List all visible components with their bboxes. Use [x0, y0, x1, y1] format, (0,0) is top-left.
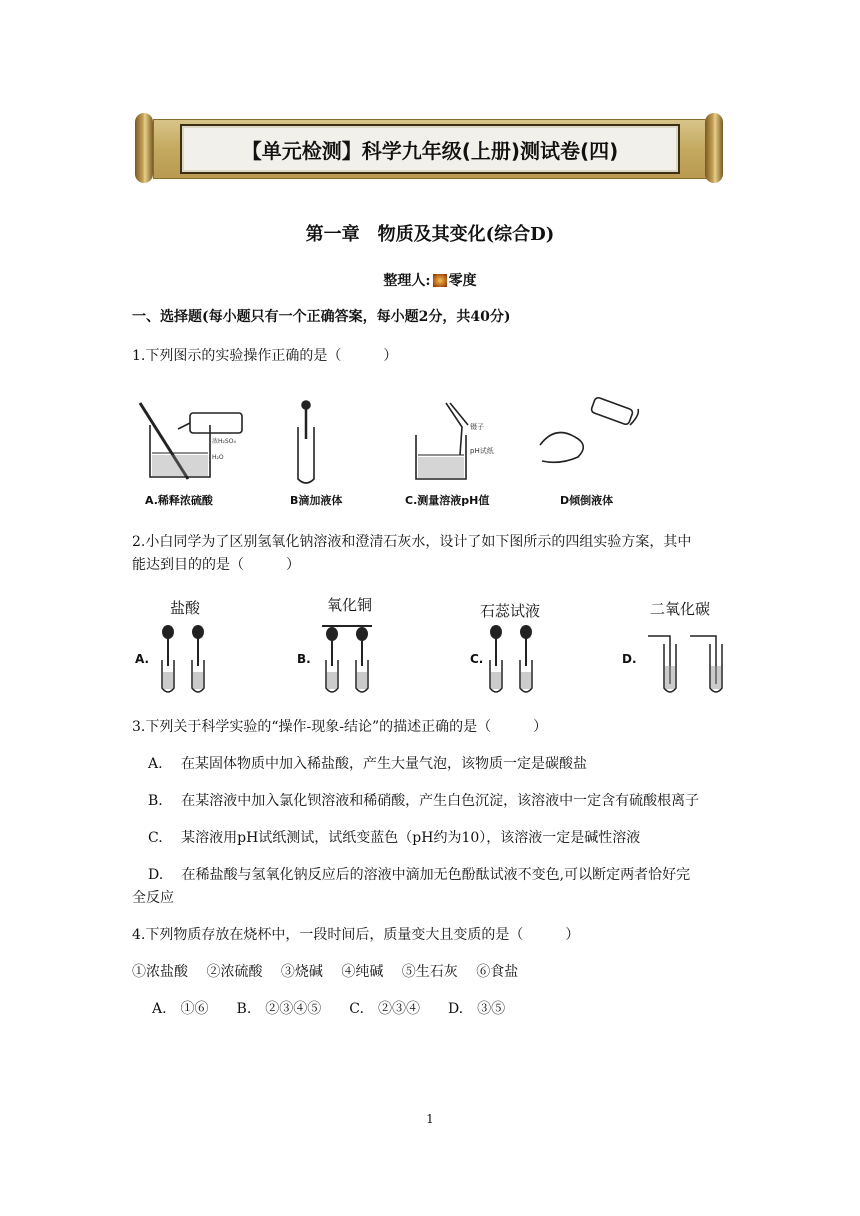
section-heading: 一、选择题(每小题只有一个正确答案，每小题2分，共40分) [132, 309, 511, 325]
scroll-roller-right [705, 113, 723, 183]
q3-option-b: B. 在某溶液中加入氯化钡溶液和稀硝酸，产生白色沉淀，该溶液中一定含有硫酸根离子 [148, 793, 700, 809]
reagent-b: 氧化铜 [327, 596, 373, 614]
question-2-line2: 能达到目的的是（ ） [132, 557, 300, 573]
q1-label-b: B滴加液体 [290, 494, 343, 507]
q2-letter-a: A. [135, 652, 150, 666]
q4-items: ①浓盐酸 ②浓硫酸 ③烧碱 ④纯碱 ⑤生石灰 ⑥食盐 [132, 964, 519, 980]
acid-bottle [190, 413, 242, 433]
reagent-c: 石蕊试液 [480, 602, 541, 620]
question-3: 3.下列关于科学实验的“操作-现象-结论”的描述正确的是（ ） [132, 719, 548, 735]
compiler-line [0, 270, 860, 290]
scroll-body [153, 119, 707, 179]
q3-option-d-cont: 全反应 [132, 890, 174, 906]
label-c-mid: pH试纸 [470, 447, 494, 455]
chapter-title: 第一章 物质及其变化(综合D) [305, 224, 555, 245]
q1-figure [130, 395, 650, 485]
q4-choices: A. ①⑥ B. ②③④⑤ C. ②③④ D. ③⑤ [152, 1001, 506, 1017]
q2-letter-c: C. [470, 652, 484, 666]
q1-label-c: C.测量溶液pH值 [405, 494, 490, 507]
q3-option-c: C. 某溶液用pH试纸测试，试纸变蓝色（pH约为10），该溶液一定是碱性溶液 [148, 830, 641, 846]
label-a-bottom: H₂O [212, 454, 224, 461]
q2-letter-b: B. [297, 652, 311, 666]
reagent-d: 二氧化碳 [650, 600, 711, 618]
title-banner [135, 113, 723, 183]
q1-label-d: D倾倒液体 [560, 494, 614, 507]
q3-option-a: A. 在某固体物质中加入稀盐酸，产生大量气泡，该物质一定是碳酸盐 [148, 756, 588, 772]
compiler-name: 零度 [448, 273, 477, 289]
q3-option-d: D. 在稀盐酸与氢氧化钠反应后的溶液中滴加无色酚酞试液不变色,可以断定两者恰好完 [148, 867, 691, 883]
question-4: 4.下列物质存放在烧杯中，一段时间后，质量变大且变质的是（ ） [132, 927, 580, 943]
q2-letter-d: D. [622, 652, 637, 666]
compiler-label: 整理人: [383, 273, 431, 289]
question-2-line1: 2.小白同学为了区别氢氧化钠溶液和澄清石灰水，设计了如下图所示的四组实验方案，其中 [132, 534, 692, 550]
banner-title: 【单元检测】科学九年级(上册)测试卷(四) [241, 138, 619, 163]
scroll-roller-left [135, 113, 153, 183]
question-1: 1.下列图示的实验操作正确的是（ ） [132, 348, 398, 364]
q2-figure [150, 622, 750, 698]
page-number: 1 [426, 1112, 434, 1126]
label-a-top: 浓H₂SO₄ [212, 438, 236, 445]
q1-label-a: A.稀释浓硫酸 [145, 494, 213, 507]
spark-icon [433, 274, 447, 287]
label-c-top: 镊子 [470, 423, 484, 431]
reagent-a: 盐酸 [170, 599, 201, 617]
